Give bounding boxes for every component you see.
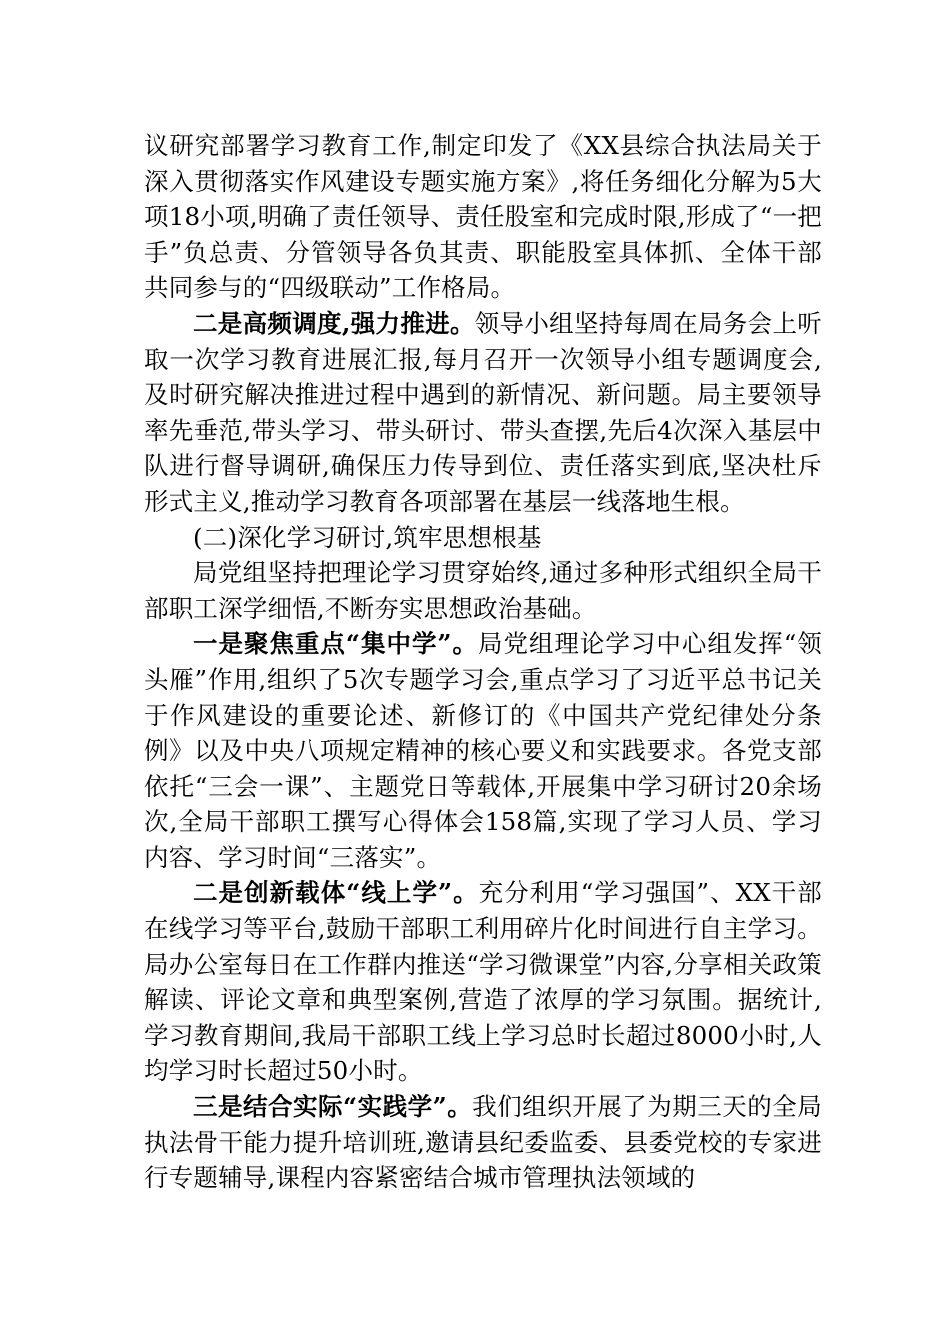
paragraph-3-text: 局党组坚持把理论学习贯穿始终,通过多种形式组织全局干部职工深学细悟,不断夯实思想政治基础。 xyxy=(144,558,822,623)
paragraph-4 xyxy=(144,626,822,875)
paragraph-4-text: 局党组理论学习中心组发挥“领头雁”作用,组织了5次专题学习会,重点学习了习近平总书记关于作风建设的重要论述、新修订的《中国共产党纪律处分条例》以及中央八项规定精神的核心要义和实践要求。各党支部依托“三会一课”、主题党日等载体,开展集中学习研讨20余场次,全局干部职工撰写心得体会158篇,实现了学习人员、学习内容、学习时间“三落实”。 xyxy=(144,629,822,872)
paragraph-1-text: 议研究部署学习教育工作,制定印发了《XX县综合执法局关于深入贯彻落实作风建设专题实施方案》,将任务细化分解为5大项18小项,明确了责任领导、责任股室和完成时限,形成了“一把手”负总责、分管领导各负其责、职能股室具体抓、全体干部共同参与的“四级联动”工作格局。 xyxy=(144,131,822,303)
paragraph-3 xyxy=(144,555,822,626)
paragraph-5-text: 充分利用“学习强国”、XX干部在线学习等平台,鼓励干部职工利用碎片化时间进行自主学习。局办公室每日在工作群内推送“学习微课堂”内容,分享相关政策解读、评论文章和典型案例,营造了浓厚的学习氛围。据统计,学习教育期间,我局干部职工线上学习总时长超过8000小时,人均学习时长超过50小时。 xyxy=(144,878,822,1086)
paragraph-2-text: 领导小组坚持每周在局务会上听取一次学习教育进展汇报,每月召开一次领导小组专题调度会,及时研究解决推进过程中遇到的新情况、新问题。局主要领导率先垂范,带头学习、带头研讨、带头查摆,先后4次深入基层中队进行督导调研,确保压力传导到位、责任落实到底,坚决杜斥形式主义,推动学习教育各项部署在基层一线落地生根。 xyxy=(144,308,822,516)
paragraph-5 xyxy=(144,875,822,1089)
paragraph-6-text: 我们组织开展了为期三天的全局执法骨干能力提升培训班,邀请县纪委监委、县委党校的专家进行专题辅导,课程内容紧密结合城市管理执法领域的 xyxy=(144,1092,822,1193)
paragraph-4-lead: 一是聚焦重点“集中学”。 xyxy=(193,629,478,659)
paragraph-2 xyxy=(144,306,822,520)
section-heading xyxy=(144,520,822,556)
paragraph-6 xyxy=(144,1089,822,1196)
paragraph-6-lead: 三是结合实际“实践学”。 xyxy=(193,1092,473,1122)
paragraph-1 xyxy=(144,128,822,306)
document-page xyxy=(144,128,822,1196)
paragraph-5-lead: 二是创新载体“线上学”。 xyxy=(193,878,479,908)
section-heading-text: (二)深化学习研讨,筑牢思想根基 xyxy=(193,522,542,552)
paragraph-2-lead: 二是高频调度,强力推进。 xyxy=(193,308,475,338)
